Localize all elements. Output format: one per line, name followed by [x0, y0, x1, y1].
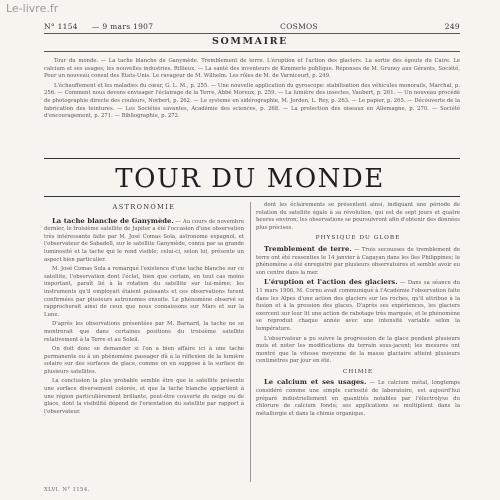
header-rule: [44, 33, 460, 34]
right-column: [256, 202, 460, 420]
earthquake-text: — Trois secousses de tremblement de terre ont été ressenties le 14 janvier à Cagayan dans les îles Philippines; le phénomène a été enregistré par plusieurs observatoires et semble avoir eu son centre dans la mer.: [256, 246, 460, 276]
running-header: [44, 22, 460, 31]
calcium-title: Le calcium et ses usages.: [264, 378, 367, 387]
issue-number: N° 1154: [44, 22, 78, 31]
article-paragraph: [256, 379, 460, 418]
article-paragraph: [256, 279, 460, 333]
article-paragraph: La conclusion la plus probable semble être que le satellite présente une surface diversement colorée, et que la tache blanche appartient à une région particulièrement brillante, peut-être couverte de neige ou de glace, dont la visibilité dépend de l'orientation du satellite par rapport à l'observateur.: [44, 378, 244, 415]
sommaire-title: SOMMAIRE: [212, 36, 288, 47]
earthquake-title: Tremblement de terre.: [264, 244, 352, 253]
sommaire-rule: [44, 51, 460, 52]
astronomy-heading: ASTRONOMIE: [112, 203, 176, 211]
eruption-title: L'éruption et l'action des glaciers.: [264, 278, 398, 287]
page-number: 249: [444, 22, 460, 31]
article-text: — Au cours de novembre dernier, le troisième satellite de Jupiter a été l'occasion d'une observation très intéressante faite par M. José Comas Sola, astronome espagnol, et l'observateur de Sabadell, sur le satellite Ganymède, connu par sa grande luminosité et la tache qui le rend visible; celui-ci, selon lui, présente un aspect bien particulier.: [44, 218, 244, 263]
section-rule-bottom: [44, 196, 460, 197]
summary-paragraph: L'échauffement et les maladies du cœur, G. L. M., p. 255. — Une nouvelle application du gyroscope: stabilisation des véhicules monorails, Marchal, p. 256. — Comment nous devons envisager l'éclairage de la Terre, Abbé Moreux, p. 259. — La lumière des insectes, Vaubert, p. 261. — Un nouveau procédé de photographie directe des couleurs, Norbert, p. 262. — Le systeme en sidérographie, M. Jorden, L. Rey, p. 263. — Le papier, p. 265. — Découverte de la fabrication des teintures. — Les Sociétés savantes, Académie des sciences, p. 268. — La protection des oiseaux en Allemagne, p. 270. — Société d'encouragement, p. 271. — Bibliographie, p. 272.: [44, 82, 460, 120]
article-paragraph: dont les éclairements se présentent ainsi, indiquant une période de rotation du satellite égale à sa révolution, qui est de sept jours et quatre heures environ; les observations se poursuivront afin d'obtenir des données plus précises.: [256, 202, 460, 231]
section-rule-top: [44, 158, 460, 159]
eruption-text: — Dans sa séance du 11 mars 1906, M. Cornu avait communiqué à l'Académie l'observation faite dans les Alpes d'une action des glaciers sur les roches, qu'il attribue à la fusion et à la pression des glaces. D'après ses expériences, les glaciers exercent sur leur lit une action de rabotage très marquée, et le phénomène se reproduit chaque année avec une intensité variable selon la température.: [256, 280, 461, 332]
calcium-text: — Le calcium métal, longtemps considéré comme une simple curiosité de laboratoire, est aujourd'hui préparé industriellement en quantités notables par l'électrolyse du chlorure de calcium fondu; ses applications se multiplient dans la métallurgie et dans la chimie organique.: [256, 380, 461, 417]
section-title: TOUR DU MONDE: [115, 164, 385, 194]
article-title: La tache blanche de Ganymède.: [52, 216, 174, 225]
journal-name: COSMOS: [280, 22, 318, 31]
column-divider: [250, 202, 251, 482]
issue-date: — 9 mars 1907: [91, 22, 154, 31]
summary-block: [44, 58, 460, 123]
summary-paragraph: Tour du monde. — La tache blanche de Ganymède. Tremblement de terre. L'éruption et l'action des glaciers. La sortie des égouts du Caire. Le calcium et ses usages; les nouvelles industries. Rillieux. — La santé des inventeurs de Kimmerle publique. Réponses de M. Gruney aux Gérants, Société, Pour un nouveau consul des États-Unis. Le ravageur de M. Wilhelm. Les rôles de M. de Varnicourt, p. 249.: [44, 58, 460, 80]
watermark: Le-livre.fr: [6, 2, 59, 15]
page-footer: XLVI. N° 1154.: [44, 487, 90, 493]
article-paragraph: M. José Comas Sola a remarqué l'existence d'une tache blanche sur ce satellite, l'observation dont l'éclat, bien que certain, en tout cas moins important, paraît lié à la rotation du satellite sur lui-même; les instruments qu'il employait étaient puissants et ces observations furent confirmées par plusieurs astronomes ensuite. Le phénomène observé se rapprocherait ainsi de ceux que nous connaissons sur Mars et sur la Lune.: [44, 266, 244, 318]
physics-heading: PHYSIQUE DU GLOBE: [315, 235, 401, 242]
article-paragraph: [256, 246, 460, 277]
article-paragraph: [44, 218, 244, 265]
left-column: [44, 202, 244, 418]
chemistry-heading: CHIMIE: [342, 368, 374, 375]
article-paragraph: L'observateur a pu suivre la progression de la glace pendant plusieurs mois et noter les modifications du terrain sous-jacent; les mesures ont montré que la vitesse moyenne de la masse glaciaire atteint plusieurs centimètres par jour en été.: [256, 335, 460, 365]
article-paragraph: D'après les observations présentées par M. Barnard, la tache ne se montrerait que dans certaines positions du troisième satellite relativement à la Terre et au Soleil.: [44, 321, 244, 343]
article-paragraph: On doit donc se demander si l'on a bien affaire ici à une tache permanente ou à un phénomène passager dû à la réflexion de la lumière solaire sur des surfaces de glace, comme on en suppose à la surface de plusieurs satellites.: [44, 346, 244, 375]
